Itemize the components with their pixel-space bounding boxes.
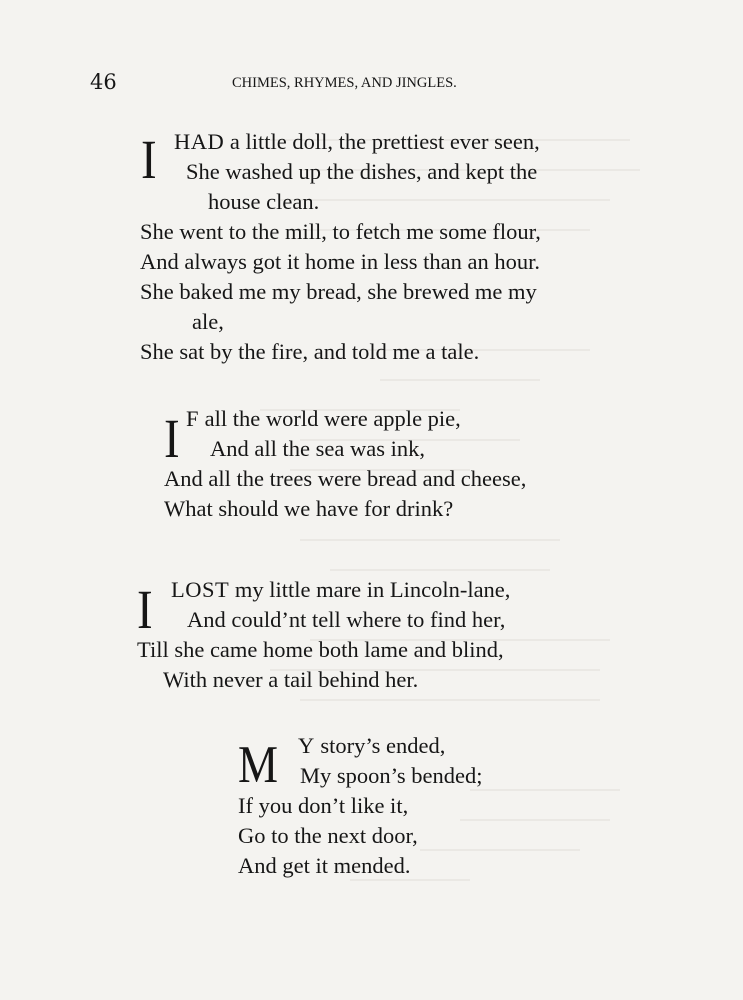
- poem-line-text: my little mare in Lincoln-lane,: [229, 577, 511, 602]
- poem-line: And always got it home in less than an hour.: [140, 249, 540, 274]
- drop-cap: I: [141, 129, 157, 191]
- poem-line: [140, 127, 700, 157]
- poem-story-ended: [238, 731, 598, 881]
- poem-little-mare: [137, 575, 657, 695]
- poem-line: [137, 575, 657, 605]
- poem-line-text: all the world were apple pie,: [199, 406, 461, 431]
- poem-line: What should we have for drink?: [164, 496, 454, 521]
- poem-line: Till she came home both lame and blind,: [137, 637, 504, 662]
- poem-line: [238, 731, 598, 761]
- first-word: Y: [298, 733, 315, 758]
- poem-line-text: a little doll, the prettiest ever seen,: [224, 129, 540, 154]
- poem-line: ale,: [192, 309, 224, 334]
- page-number: 46: [90, 70, 117, 94]
- first-word: LOST: [171, 577, 230, 602]
- drop-cap: M: [238, 734, 279, 794]
- poem-apple-pie: [164, 404, 584, 524]
- poem-line: And all the trees were bread and cheese,: [164, 466, 527, 491]
- poem-line: With never a tail behind her.: [163, 667, 419, 692]
- running-title: CHIMES, RHYMES, AND JINGLES.: [232, 75, 457, 91]
- first-word: HAD: [174, 129, 225, 154]
- first-word: F: [186, 406, 200, 431]
- poem-line: Go to the next door,: [238, 823, 418, 848]
- poem-line: And get it mended.: [238, 853, 411, 878]
- poem-line: And could’nt tell where to find her,: [187, 607, 506, 632]
- poem-line: [164, 404, 584, 434]
- poem-line: My spoon’s bended;: [300, 763, 483, 788]
- poem-line: And all the sea was ink,: [210, 436, 425, 461]
- poem-line: house clean.: [208, 189, 320, 214]
- poem-line: If you don’t like it,: [238, 793, 409, 818]
- poem-line: She went to the mill, to fetch me some flour,: [140, 219, 541, 244]
- poem-line: She sat by the fire, and told me a tale.: [140, 339, 480, 364]
- drop-cap: I: [164, 408, 180, 470]
- poem-line: She washed up the dishes, and kept the: [186, 159, 538, 184]
- drop-cap: I: [137, 579, 153, 641]
- poem-line-text: story’s ended,: [314, 733, 446, 758]
- poem-doll: [140, 127, 700, 367]
- poem-line: She baked me my bread, she brewed me my: [140, 279, 537, 304]
